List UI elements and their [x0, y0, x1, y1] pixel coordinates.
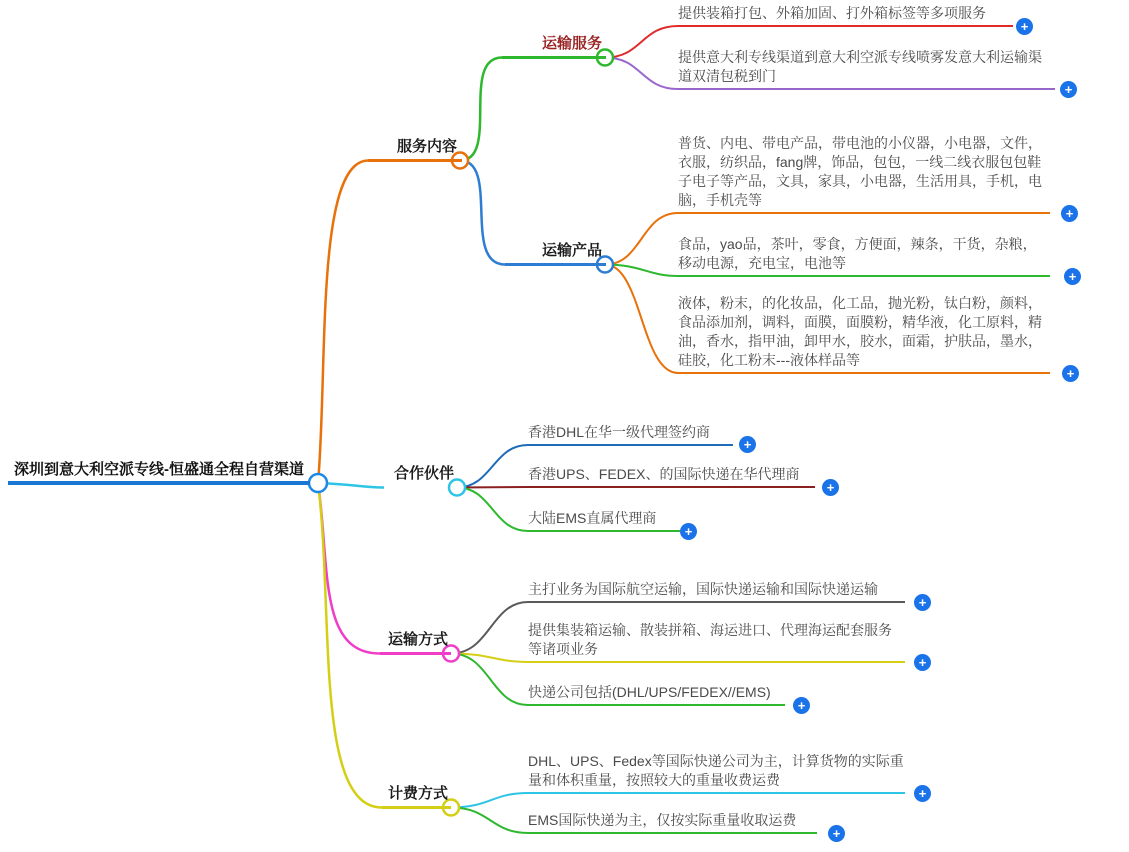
curve-leaf-channel — [605, 58, 678, 90]
leaf-ems-billing[interactable]: EMS国际快递为主，仅按实际重量收取运费 — [528, 811, 817, 834]
curve-root-service-content — [318, 161, 368, 484]
curve-leaf-ems-agent — [457, 488, 528, 532]
leaf-liquids-powders[interactable]: 液体，粉末，的化妆品，化工品，抛光粉，钛白粉，颜料，食品添加剂，调料，面膜，面膜粉，精华液，化工原料，精油，香水，指甲油，卸甲水，胶水，面霜，护肤品，墨水，硅胶，化工粉末---液体样品等 — [678, 294, 1050, 374]
leaf-mainland-ems-agent[interactable]: 大陆EMS直属代理商 — [528, 509, 680, 532]
leaf-volumetric-billing[interactable]: DHL、UPS、Fedex等国际快递公司为主，计算货物的实际重量和体积重量，按照较大的重量收费运费 — [528, 752, 905, 794]
curve-leaf-food — [605, 265, 678, 277]
curve-leaf-ems-billing — [451, 808, 528, 834]
curve-leaf-ups-fedex — [457, 487, 528, 488]
expand-icon[interactable]: + — [822, 479, 839, 496]
leaf-courier-companies[interactable]: 快递公司包括(DHL/UPS/FEDEX//EMS) — [528, 683, 785, 706]
root-node-circle[interactable] — [309, 474, 327, 492]
curve-leaf-dhl — [457, 445, 528, 488]
expand-icon[interactable]: + — [828, 825, 845, 842]
leaf-general-goods[interactable]: 普货、内电、带电产品，带电池的小仪器，小电器，文件，衣服，纺织品，fang牌，饰品，包包，一线二线衣服包包鞋子电子等产品，文具，家具，小电器，生活用具，手机，电脑，手机壳等 — [678, 134, 1050, 214]
branch-transport-service[interactable]: 运输服务 — [502, 34, 606, 59]
curve-leaf-liquids — [605, 265, 678, 374]
leaf-main-business[interactable]: 主打业务为国际航空运输，国际快递运输和国际快递运输 — [528, 580, 905, 603]
curve-leaf-packing — [605, 26, 678, 58]
branch-billing-methods[interactable]: 计费方式 — [382, 784, 451, 809]
expand-icon[interactable]: + — [914, 594, 931, 611]
expand-icon[interactable]: + — [914, 785, 931, 802]
branch-service-content[interactable]: 服务内容 — [368, 137, 462, 162]
leaf-packing-service[interactable]: 提供装箱打包、外箱加固、打外箱标签等多项服务 — [678, 4, 1013, 27]
expand-icon[interactable]: + — [1016, 18, 1033, 35]
expand-icon[interactable]: + — [1062, 365, 1079, 382]
curve-transport-service — [460, 58, 502, 161]
leaf-hk-dhl-agent[interactable]: 香港DHL在华一级代理签约商 — [528, 423, 733, 446]
leaf-food-products[interactable]: 食品，yao品，茶叶，零食，方便面，辣条，干货，杂粮，移动电源，充电宝，电池等 — [678, 235, 1050, 277]
expand-icon[interactable]: + — [1061, 205, 1078, 222]
expand-icon[interactable]: + — [739, 436, 756, 453]
curve-leaf-weight-billing — [451, 793, 528, 808]
leaf-hk-ups-fedex-agent[interactable]: 香港UPS、FEDEX、的国际快递在华代理商 — [528, 465, 815, 488]
curve-root-billing-methods — [318, 483, 382, 808]
curve-leaf-main-business — [451, 602, 528, 654]
expand-icon[interactable]: + — [914, 654, 931, 671]
curve-leaf-general-goods — [605, 213, 678, 265]
leaf-italy-channel[interactable]: 提供意大利专线渠道到意大利空派专线喷雾发意大利运输渠道双清包税到门 — [678, 48, 1055, 90]
branch-partners[interactable]: 合作伙伴 — [393, 465, 454, 482]
expand-icon[interactable]: + — [793, 697, 810, 714]
branch-transport-methods[interactable]: 运输方式 — [380, 630, 451, 655]
root-node[interactable]: 深圳到意大利空派专线-恒盛通全程自营渠道 — [8, 460, 310, 485]
expand-icon[interactable]: + — [1064, 268, 1081, 285]
curve-transport-products — [460, 161, 505, 265]
leaf-container-shipping[interactable]: 提供集装箱运输、散装拼箱、海运进口、代理海运配套服务等诸项业务 — [528, 621, 905, 663]
branch-transport-products[interactable]: 运输产品 — [505, 241, 606, 266]
expand-icon[interactable]: + — [680, 523, 697, 540]
expand-icon[interactable]: + — [1060, 81, 1077, 98]
